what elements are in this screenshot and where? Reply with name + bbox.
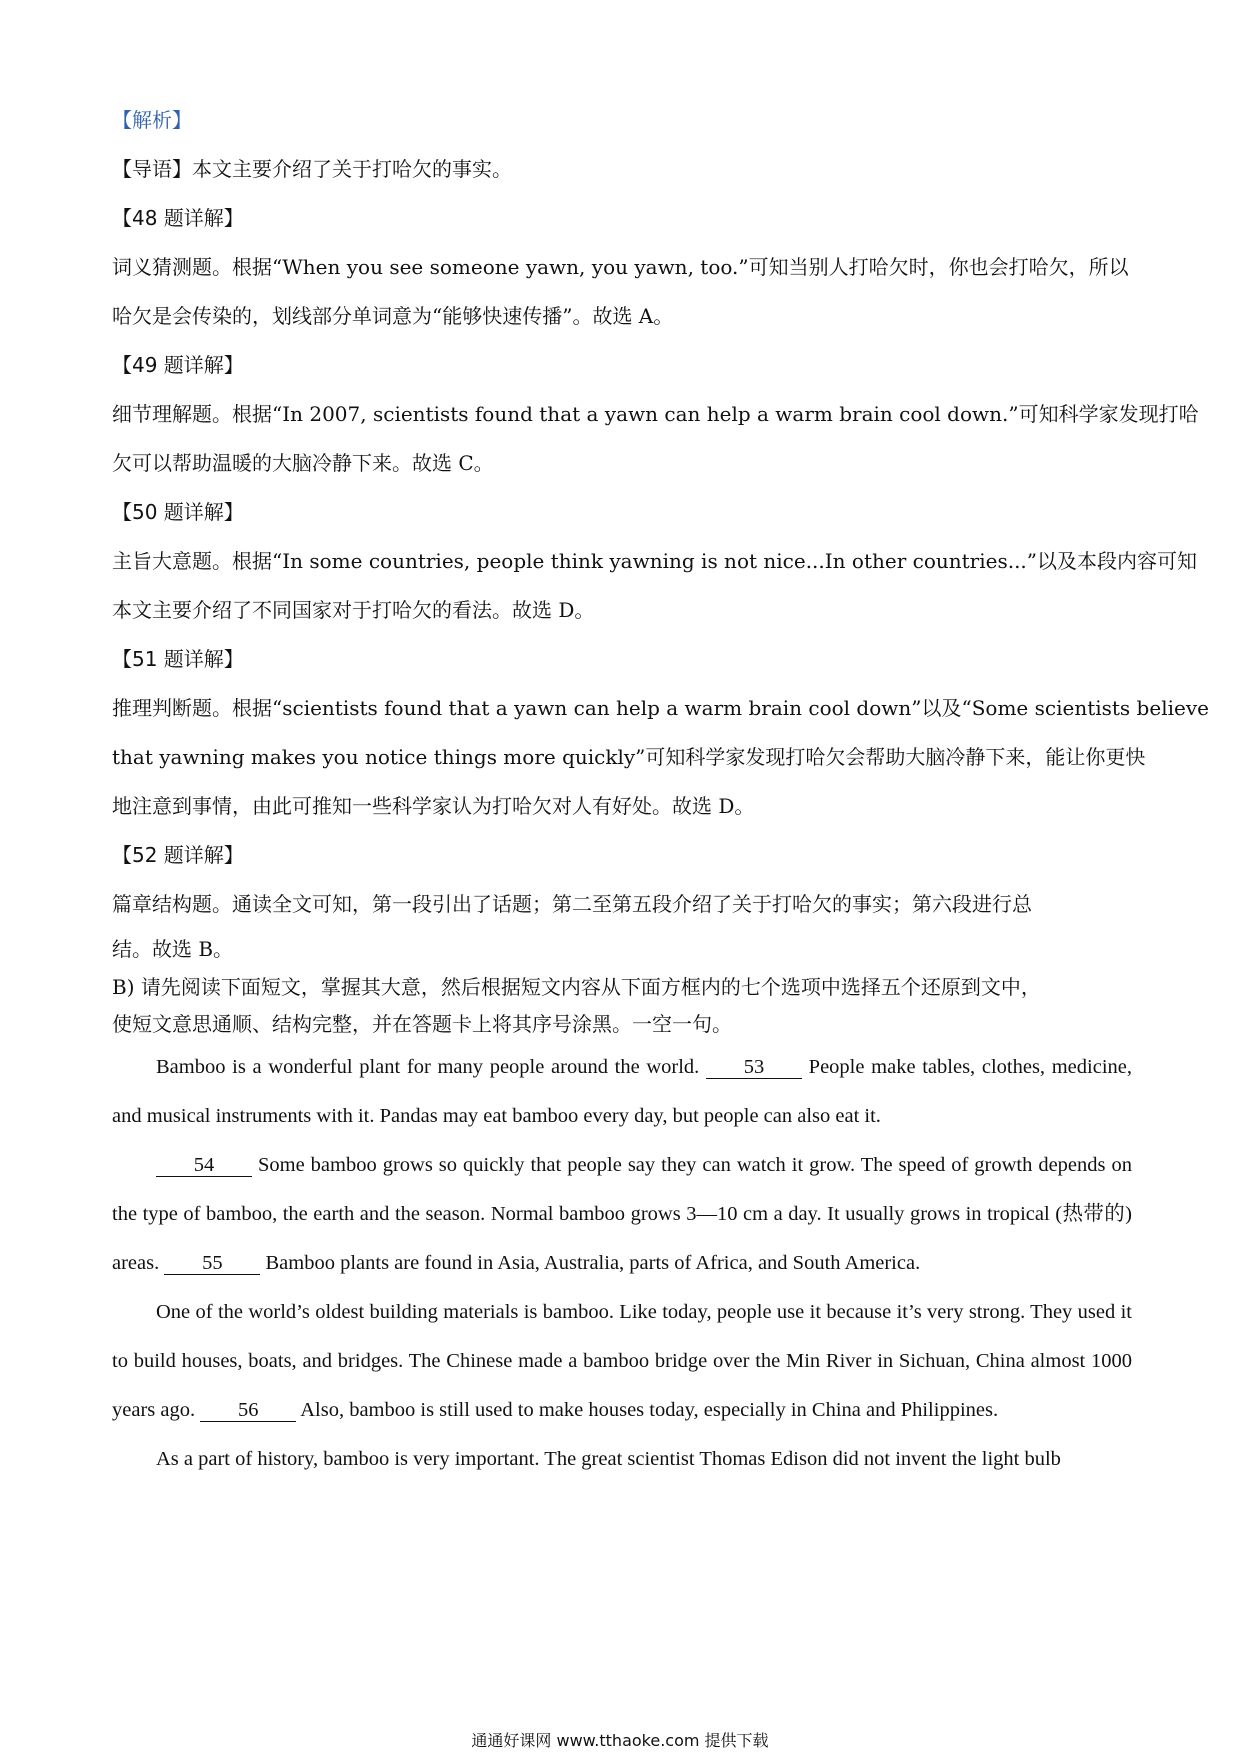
q51-line2: that yawning makes you notice things more quickly”可知科学家发现打哈欠会帮助大脑冷静下来，能让你更快	[112, 745, 1146, 769]
q50-head: 【50 题详解】	[112, 500, 244, 524]
q50-block	[112, 488, 1198, 635]
q48-block	[112, 194, 1132, 341]
blank-53[interactable]: 53	[706, 1056, 802, 1079]
q51-block	[112, 635, 1209, 831]
passage-paragraph-2	[112, 1141, 1132, 1288]
q49-block	[112, 341, 1199, 488]
p3-before-text: One of the world’s oldest building materials is bamboo. Like today, people use it because it’s very strong. They used it to build houses, boats, and bridges. The Chinese made a bamboo bridge over the Min River in Sichuan, China almost 1000 years ago.	[112, 1301, 1132, 1421]
section-b-line1: B) 请先阅读下面短文，掌握其大意，然后根据短文内容从下面方框内的七个选项中选择五个还原到文中，	[112, 975, 1041, 999]
blank-56[interactable]: 56	[200, 1399, 296, 1422]
q50-line1: 主旨大意题。根据“In some countries, people think yawning is not nice...In other countries...”以及本段内容可知	[112, 549, 1198, 573]
q52-line2: 结。故选 B。	[112, 937, 234, 961]
q48-head: 【48 题详解】	[112, 206, 244, 230]
p2-after-text: Bamboo plants are found in Asia, Australia, parts of Africa, and South America.	[260, 1252, 921, 1274]
analysis-label: 【解析】	[112, 108, 192, 132]
q48-line1: 词义猜测题。根据“When you see someone yawn, you yawn, too.”可知当别人打哈欠时，你也会打哈欠，所以	[112, 255, 1129, 279]
q48-line2: 哈欠是会传染的，划线部分单词意为“能够快速传播”。故选 A。	[112, 304, 674, 328]
p1-before-text: Bamboo is a wonderful plant for many people around the world.	[156, 1056, 706, 1078]
section-b-instruction	[112, 969, 1132, 1043]
passage-paragraph-4: As a part of history, bamboo is very important. The great scientist Thomas Edison did not invent the light bulb	[156, 1448, 1061, 1470]
q51-line3: 地注意到事情，由此可推知一些科学家认为打哈欠对人有好处。故选 D。	[112, 794, 755, 818]
blank-55[interactable]: 55	[164, 1252, 260, 1275]
q51-line1: 推理判断题。根据“scientists found that a yawn can help a warm brain cool down”以及“Some scientists believe	[112, 696, 1209, 720]
q52-line1: 篇章结构题。通读全文可知，第一段引出了话题；第二至第五段介绍了关于打哈欠的事实；第六段进行总	[112, 892, 1032, 916]
q52-block	[112, 831, 1132, 969]
passage-paragraph-3	[112, 1288, 1132, 1435]
page-footer: 通通好课网 www.tthaoke.com 提供下载	[471, 1731, 769, 1750]
p3-after-text: Also, bamboo is still used to make houses today, especially in China and Philippines.	[296, 1399, 999, 1421]
reading-passage	[112, 1043, 1132, 1484]
section-b-line2: 使短文意思通顺、结构完整，并在答题卡上将其序号涂黑。一空一句。	[112, 1012, 732, 1036]
p2-mid-text: Some bamboo grows so quickly that people say they can watch it grow. The speed of growth depends on the type of bamboo, the earth and the season. Normal bamboo grows 3—10 cm a day. It usually grows in tropical (热带的) areas.	[112, 1154, 1132, 1274]
q50-line2: 本文主要介绍了不同国家对于打哈欠的看法。故选 D。	[112, 598, 595, 622]
q51-head: 【51 题详解】	[112, 647, 244, 671]
q49-line2: 欠可以帮助温暖的大脑冷静下来。故选 C。	[112, 451, 494, 475]
intro-text: 【导语】本文主要介绍了关于打哈欠的事实。	[112, 157, 512, 181]
passage-paragraph-1	[112, 1043, 1132, 1141]
p1-after-text: People make tables, clothes, medicine, and musical instruments with it. Pandas may eat bamboo every day, but people can also eat it.	[112, 1056, 1132, 1127]
q49-head: 【49 题详解】	[112, 353, 244, 377]
blank-54[interactable]: 54	[156, 1154, 252, 1177]
q52-head: 【52 题详解】	[112, 843, 244, 867]
q49-line1: 细节理解题。根据“In 2007, scientists found that a yawn can help a warm brain cool down.”可知科学家发现打哈	[112, 402, 1199, 426]
document-page	[112, 96, 1209, 1484]
